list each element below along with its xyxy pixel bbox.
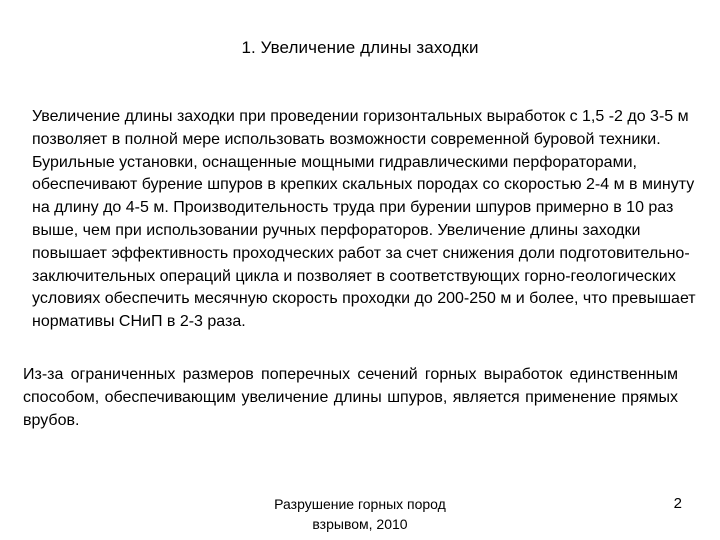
footer-caption-line-1: Разрушение горных пород (274, 496, 446, 512)
footer-caption-line-2: взрывом, 2010 (312, 516, 408, 532)
slide-title: 1. Увеличение длины заходки (241, 38, 479, 57)
footer-caption (230, 494, 490, 534)
body-paragraph-2: Из-за ограниченных размеров поперечных сечений горных выработок единственным способом, обеспечивающим увеличение длины шпуров, является применение прямых врубов. (23, 366, 678, 429)
body-paragraph-1: Увеличение длины заходки при проведении горизонтальных выработок с 1,5 -2 до 3-5 м позволяет в полной мере использовать возможности современной буровой техники. Бурильные установки, оснащенные мощными гидравлическими перфораторами, обеспечивают бурение шпуров в крепких скальных породах со скоростью 2-4 м в минуту на длину до 4-5 м. Производительность труда при бурении шпуров примерно в 10 раз выше, чем при использовании ручных перфораторов. Увеличение длины заходки повышает эффективность проходческих работ за счет снижения доли подготовительно-заключительных операций цикла и позволяет в соответствующих горно-геологических условиях обеспечить месячную скорость проходки до 200-250 м и более, что превышает нормативы СНиП в 2-3 раза. (32, 108, 696, 331)
page-number: 2 (673, 495, 682, 512)
